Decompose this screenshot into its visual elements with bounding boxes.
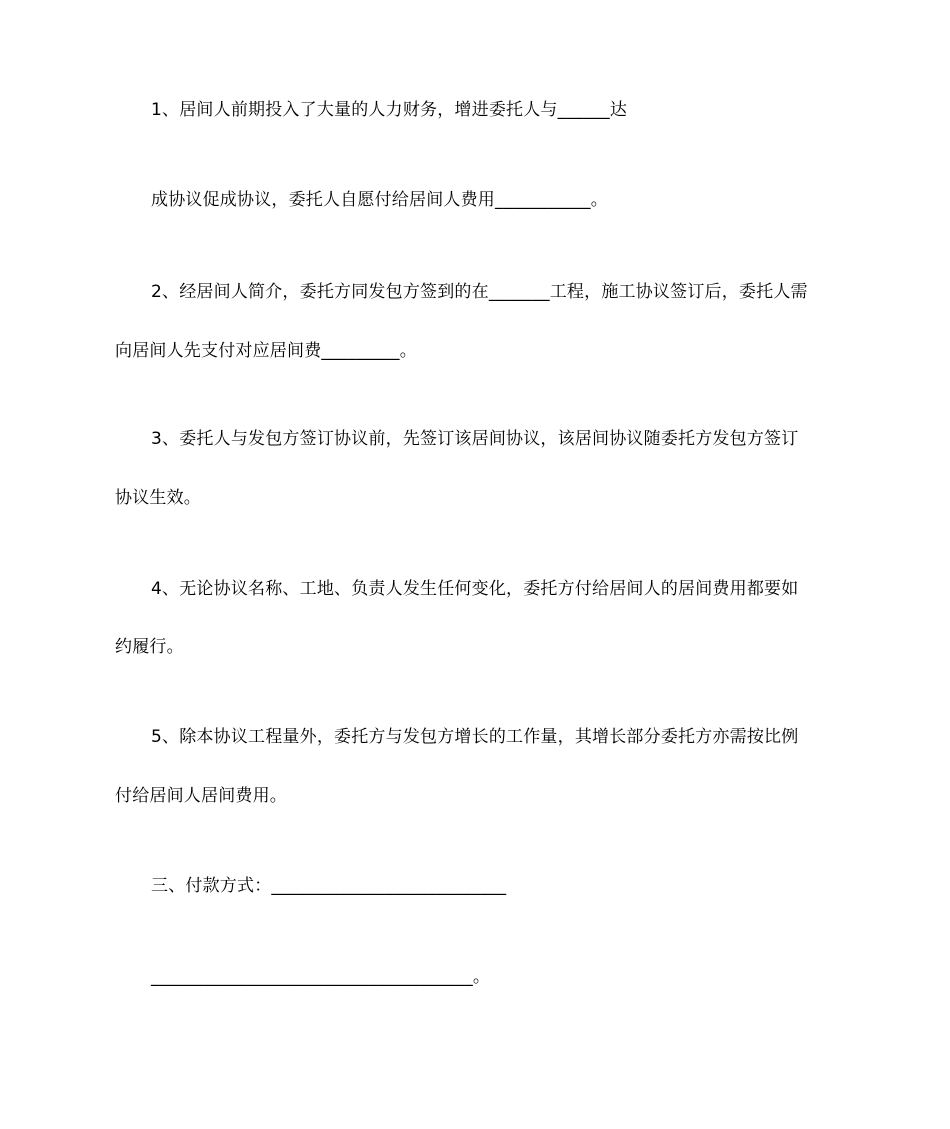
clause-4-line-1: 4、无论协议名称、工地、负责人发生任何变化，委托方付给居间人的居间费用都要如	[151, 579, 799, 599]
payment-method-line-1: 三、付款方式：___________________________	[151, 876, 507, 896]
clause-2-line-2: 向居间人先支付对应居间费_________。	[115, 341, 417, 361]
clause-2-line-1: 2、经居间人简介，委托方同发包方签到的在_______工程，施工协议签订后，委托人需	[151, 282, 808, 302]
clause-5-line-2: 付给居间人居间费用。	[115, 786, 287, 806]
payment-method-line-2: _____________________________________。	[151, 967, 491, 987]
clause-5-line-1: 5、除本协议工程量外，委托方与发包方增长的工作量，其增长部分委托方亦需按比例	[151, 727, 799, 747]
clause-3-line-1: 3、委托人与发包方签订协议前，先签订该居间协议，该居间协议随委托方发包方签订	[151, 429, 799, 449]
clause-1-line-2: 成协议促成协议，委托人自愿付给居间人费用___________。	[151, 190, 608, 210]
clause-3-line-2: 协议生效。	[115, 488, 201, 508]
clause-4-line-2: 约履行。	[115, 637, 184, 657]
clause-1-line-1: 1、居间人前期投入了大量的人力财务，增进委托人与______达	[151, 100, 628, 120]
